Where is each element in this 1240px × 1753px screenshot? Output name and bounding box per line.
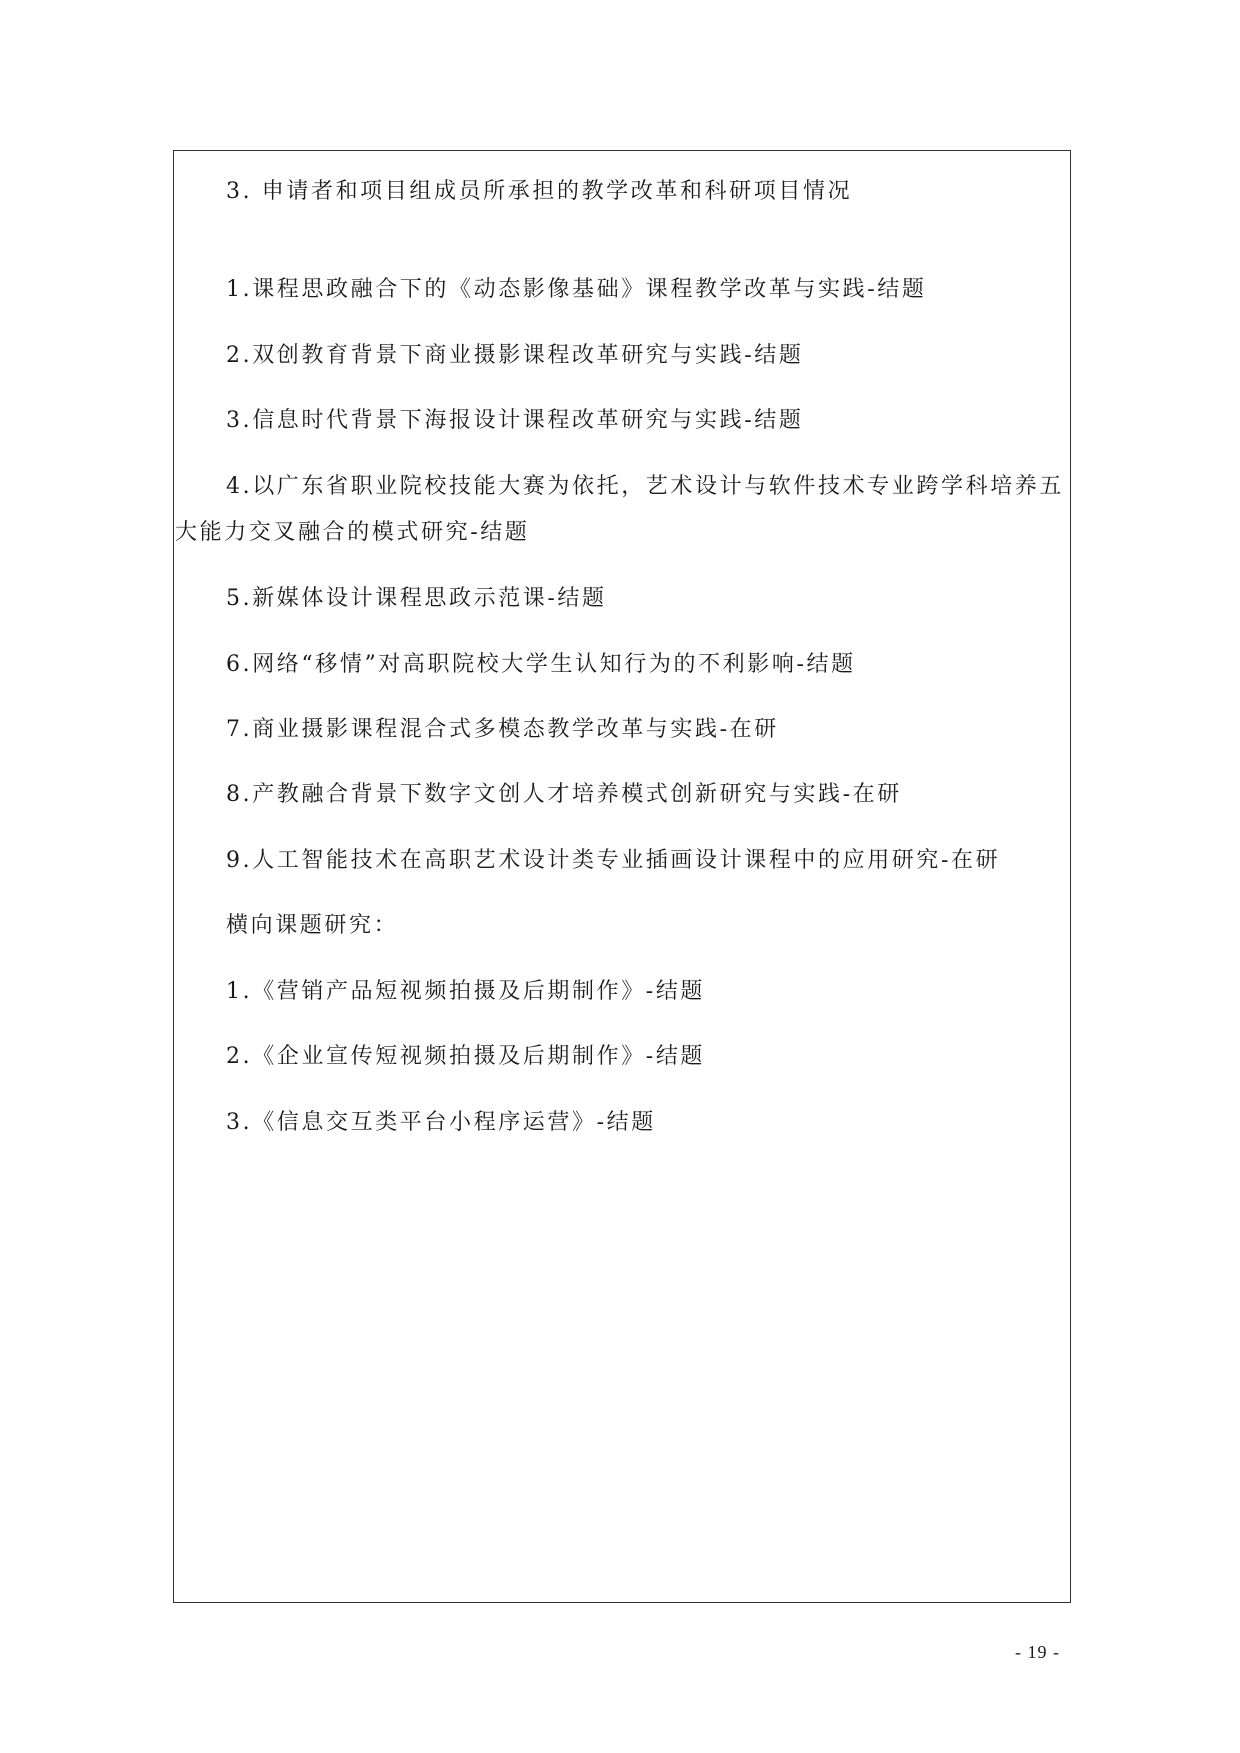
page-number: - 19 -: [1015, 1642, 1060, 1662]
project-item-6: 6.网络“移情”对高职院校大学生认知行为的不利影响-结题: [226, 652, 856, 677]
project-item-2: 2.双创教育背景下商业摄影课程改革研究与实践-结题: [226, 343, 804, 368]
project-item-3: 3.信息时代背景下海报设计课程改革研究与实践-结题: [226, 408, 804, 433]
section-heading: 3. 申请者和项目组成员所承担的教学改革和科研项目情况: [226, 179, 853, 204]
project-item-5: 5.新媒体设计课程思政示范课-结题: [226, 586, 607, 611]
project-item-7: 7.商业摄影课程混合式多模态教学改革与实践-在研: [226, 717, 779, 742]
project-item-4-continued: 大能力交叉融合的模式研究-结题: [175, 520, 530, 545]
project-item-4: 4.以广东省职业院校技能大赛为依托，艺术设计与软件技术专业跨学科培养五: [226, 474, 1064, 499]
horizontal-item-1: 1.《营销产品短视频拍摄及后期制作》-结题: [226, 979, 706, 1004]
project-item-9: 9.人工智能技术在高职艺术设计类专业插画设计课程中的应用研究-在研: [226, 848, 1001, 873]
project-item-1: 1.课程思政融合下的《动态影像基础》课程教学改革与实践-结题: [226, 277, 927, 302]
horizontal-item-3: 3.《信息交互类平台小程序运营》-结题: [226, 1110, 656, 1135]
horizontal-heading: 横向课题研究：: [226, 913, 399, 938]
horizontal-item-2: 2.《企业宣传短视频拍摄及后期制作》-结题: [226, 1044, 706, 1069]
project-item-8: 8.产教融合背景下数字文创人才培养模式创新研究与实践-在研: [226, 782, 902, 807]
